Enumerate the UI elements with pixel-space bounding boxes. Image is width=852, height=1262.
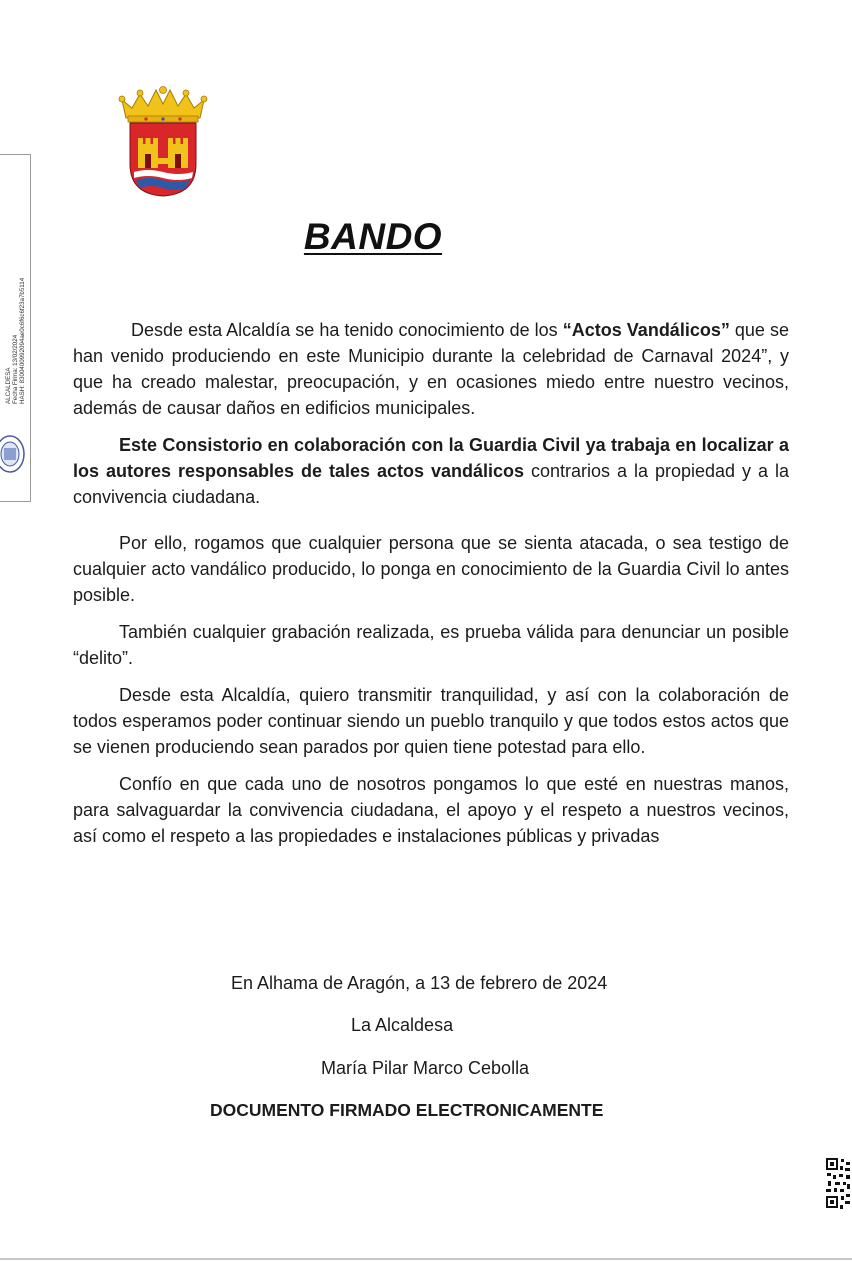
paragraph-5 xyxy=(73,682,789,760)
signature-hash: HASH: 8300400992094ae0c6f6c6f23a7b5114 xyxy=(19,277,26,404)
signature-metadata xyxy=(3,250,29,410)
paragraph-4 xyxy=(73,619,789,671)
qr-code-icon xyxy=(824,1156,852,1212)
signature-role: ALCALDESA xyxy=(5,367,12,404)
bold-text-run: “Actos Vandálicos” xyxy=(562,320,730,340)
signer-name: María Pilar Marco Cebolla xyxy=(321,1058,530,1078)
paragraph-6 xyxy=(73,771,789,849)
paragraph-1 xyxy=(73,317,789,421)
paragraph-3 xyxy=(73,530,789,608)
text-run: contrarios a la propiedad y a la convivencia ciudadana. xyxy=(73,461,789,507)
document-title: BANDO xyxy=(303,216,443,257)
text-run: También cualquier grabación realizada, es prueba válida para denunciar un posible “delito”. xyxy=(73,622,789,668)
page-bottom-edge xyxy=(0,1258,852,1260)
text-run: Confío en que cada uno de nosotros pongamos lo que esté en nuestras manos, para salvaguardar la convivencia ciudadana, el apoyo y el respeto a nuestros vecinos, así como el respeto a las propiedades e instalaciones públicas y privadas xyxy=(73,774,789,846)
paragraph-2 xyxy=(73,432,789,510)
coat-of-arms-icon xyxy=(116,86,210,200)
text-run: Desde esta Alcaldía, quiero transmitir tranquilidad, y así con la colaboración de todos esperamos poder continuar siendo un pueblo tranquilo y que todos estos actos que se vienen produciendo sean parados por quien tiene potestad para ello. xyxy=(73,685,789,757)
document-body xyxy=(73,317,789,849)
bold-text-run: Este Consistorio en colaboración con la Guardia Civil ya trabaja en localizar a los autores responsables de tales actos vandálicos xyxy=(73,435,789,481)
text-run: Desde esta Alcaldía se ha tenido conocimiento de los xyxy=(131,320,563,340)
signature-date: Fecha Firma: 13/02/2024 xyxy=(12,334,19,404)
signer-role: La Alcaldesa xyxy=(351,1015,454,1035)
electronic-seal-icon xyxy=(0,432,30,476)
signed-note: DOCUMENTO FIRMADO ELECTRONICAMENTE xyxy=(210,1100,604,1120)
place-date: En Alhama de Aragón, a 13 de febrero de 2024 xyxy=(231,973,608,993)
text-run: que se han venido produciendo en este Municipio durante la celebridad de Carnaval 2024”, y que ha creado malestar, preocupación, y en ocasiones miedo entre nuestro vecinos, además de causar daños en edificios municipales. xyxy=(73,320,789,418)
text-run: Por ello, rogamos que cualquier persona que se sienta atacada, o sea testigo de cualquier acto vandálico producido, lo ponga en conocimiento de la Guardia Civil lo antes posible. xyxy=(73,533,789,605)
